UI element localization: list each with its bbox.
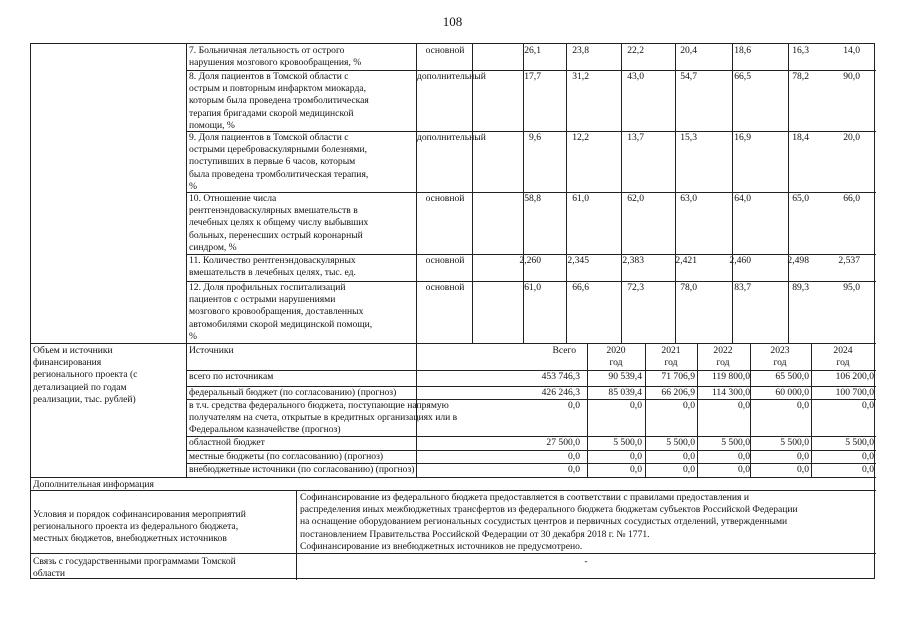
funding-year-value: 5 500,0 (666, 437, 695, 448)
indicator-value: 43,0 (627, 71, 644, 82)
funding-source-line: федеральный бюджет (по согласованию) (прогноз) (189, 387, 397, 398)
funding-total: 0,0 (568, 400, 580, 411)
funding-year-value: 65 500,0 (775, 371, 809, 382)
indicator-value: 58,8 (524, 193, 541, 204)
year-header: 2020 (606, 345, 626, 356)
indicator-name-line: терапия бригадами скорой медицинской (189, 107, 354, 119)
total-header: Всего (552, 345, 576, 356)
funding-year-value: 114 300,0 (711, 387, 750, 398)
indicator-type: основной (425, 45, 465, 56)
cofinancing-text-line: Софинансирование из федерального бюджета предоставляется в соответствии с правилами предоставления и (300, 492, 749, 503)
indicator-name-left-line (186, 44, 187, 343)
funding-source-line: областной бюджет (189, 437, 265, 448)
funding-year-value: 0,0 (738, 400, 750, 411)
indicator-name-line: острым и повторным инфарктом миокарда, (189, 83, 366, 95)
indicator-name-line: которым была проведена тромболитическая (189, 95, 369, 107)
cofinancing-text-line: Софинансирование из внебюджетных источников не предусмотрено. (300, 540, 583, 552)
indicator-name-line: поступивших в первые 6 часов, которым (189, 156, 356, 168)
funding-year-value: 0,0 (630, 400, 642, 411)
indicator-value: 66,5 (734, 71, 751, 82)
indicator-value: 22,2 (627, 45, 644, 56)
indicator-name-line: была проведена тромболитическая терапия, (189, 168, 369, 180)
funding-source-line: внебюджетные источники (по согласованию) (прогноз) (189, 464, 415, 475)
year-suffix: год (716, 357, 730, 368)
indicator-value: 2,260 (519, 255, 541, 266)
year-suffix: год (664, 357, 678, 368)
indicator-value: 2,383 (622, 255, 644, 266)
indicator-name-line: помощи, % (189, 119, 235, 131)
section-line (31, 490, 876, 491)
indicator-name-line: нарушения мозгового кровообращения, % (189, 57, 362, 69)
year-header: 2023 (770, 345, 790, 356)
funding-year-value: 5 500,0 (613, 437, 642, 448)
indicator-value: 20,0 (843, 132, 860, 143)
indicator-name-line: автомобилями скорой медицинской помощи, (189, 318, 373, 330)
funding-year-value: 0,0 (683, 400, 695, 411)
funding-source-line: Федеральном казначействе (прогноз) (189, 424, 341, 436)
funding-total: 27 500,0 (546, 437, 580, 448)
year-header: 2022 (713, 345, 733, 356)
additional-info-heading: Дополнительная информация (33, 479, 154, 490)
indicator-value: 13,7 (627, 132, 644, 143)
indicator-type: дополнительный (417, 132, 486, 143)
indicator-name-line: % (189, 180, 197, 192)
indicator-value: 54,7 (680, 71, 697, 82)
cofinancing-label-line: местных бюджетов, внебюджетных источников (33, 533, 227, 545)
funding-year-value: 60 000,0 (775, 387, 809, 398)
funding-year-value: 0,0 (797, 464, 809, 475)
indicator-name-line: острыми цереброваскулярными болезнями, (189, 144, 368, 156)
funding-year-value: 0,0 (738, 451, 750, 462)
programs-value: - (584, 556, 588, 567)
sources-header: Источники (189, 345, 234, 356)
indicator-value: 61,0 (524, 282, 541, 293)
section-line (31, 553, 876, 554)
funding-total: 0,0 (568, 451, 580, 462)
indicator-name-line: 8. Доля пациентов в Томской области с (189, 71, 349, 82)
funding-year-value: 0,0 (630, 464, 642, 475)
indicator-value: 66,0 (843, 193, 860, 204)
funding-source-line: местные бюджеты (по согласованию) (прогноз) (189, 451, 384, 462)
indicator-value: 72,3 (627, 282, 644, 293)
indicator-value: 61,0 (572, 193, 589, 204)
cofinancing-label-line: Условия и порядок софинансирования мероприятий (33, 509, 246, 520)
indicator-value: 2,460 (729, 255, 751, 266)
year-suffix: год (773, 357, 787, 368)
indicator-type: основной (425, 255, 465, 266)
funding-source-line: получателям на счета, открытые в кредитных организациях или в (189, 412, 458, 424)
indicator-value: 65,0 (792, 193, 809, 204)
indicator-type: основной (425, 282, 465, 293)
funding-year-value: 5 500,0 (780, 437, 809, 448)
funding-year-value: 0,0 (630, 451, 642, 462)
funding-year-value: 0,0 (738, 464, 750, 475)
funding-year-value: 5 500,0 (845, 437, 874, 448)
funding-year-value: 66 206,9 (661, 387, 695, 398)
programs-label-line: Связь с государственными программами Томской (33, 556, 236, 567)
indicator-value: 78,0 (680, 282, 697, 293)
cofinancing-text-line: на оснащение оборудованием региональных сосудистых центров и первичных сосудистых отделений, утвержденными (300, 516, 788, 528)
funding-year-value: 5 500,0 (721, 437, 750, 448)
funding-label-line: детализацией по годам (33, 381, 127, 393)
funding-total: 0,0 (568, 464, 580, 475)
funding-year-value: 0,0 (862, 464, 874, 475)
funding-year-value: 85 039,4 (608, 387, 642, 398)
indicator-value: 18,6 (734, 45, 751, 56)
indicator-name-line: мозгового кровообращения, доставленных (189, 306, 364, 318)
indicator-name-line: 12. Доля профильных госпитализаций (189, 282, 346, 293)
indicator-value: 89,3 (792, 282, 809, 293)
indicator-value: 16,9 (734, 132, 751, 143)
indicator-name-line: 9. Доля пациентов в Томской области с (189, 132, 349, 143)
table-frame (30, 43, 875, 579)
indicator-value: 20,4 (680, 45, 697, 56)
indicator-name-line: рентгенэндоваскулярных вмешательств в (189, 205, 358, 217)
funding-year-value: 0,0 (797, 400, 809, 411)
indicator-value: 83,7 (734, 282, 751, 293)
indicator-value: 14,0 (843, 45, 860, 56)
funding-label-line: реализации, тыс. рублей) (33, 393, 136, 405)
funding-year-value: 100 700,0 (835, 387, 874, 398)
funding-year-value: 0,0 (797, 451, 809, 462)
indicator-name-line: синдром, % (189, 241, 237, 253)
funding-label-line: финансирования (33, 357, 102, 369)
funding-column-line (186, 343, 187, 477)
funding-year-value: 106 200,0 (835, 371, 874, 382)
year-header: 2021 (661, 345, 681, 356)
indicator-value: 64,0 (734, 193, 751, 204)
indicator-value: 95,0 (843, 282, 860, 293)
section-line (31, 477, 876, 478)
funding-year-value: 90 539,4 (608, 371, 642, 382)
indicator-name-line: 11. Количество рентгенэндоваскулярных (189, 255, 356, 266)
year-suffix: год (836, 357, 850, 368)
funding-year-value: 0,0 (862, 400, 874, 411)
indicator-name-line: 10. Отношение числа (189, 193, 277, 204)
indicator-value: 78,2 (792, 71, 809, 82)
indicator-type: основной (425, 193, 465, 204)
indicator-value: 66,6 (572, 282, 589, 293)
funding-year-value: 0,0 (862, 451, 874, 462)
funding-total: 453 746,3 (541, 371, 580, 382)
indicator-value: 2,421 (675, 255, 697, 266)
indicator-value: 16,3 (792, 45, 809, 56)
indicator-value: 9,6 (529, 132, 541, 143)
cofinancing-text-line: постановлением Правительства Российской Федерации от 30 декабря 2018 г. № 1771. (300, 528, 650, 540)
funding-year-value: 71 706,9 (661, 371, 695, 382)
indicator-value: 62,0 (627, 193, 644, 204)
indicator-value: 2,537 (838, 255, 860, 266)
indicator-value: 31,2 (572, 71, 589, 82)
indicator-name-line: % (189, 330, 197, 342)
funding-year-value: 119 800,0 (711, 371, 750, 382)
indicator-name-line: лечебных целях к общему числу выбывших (189, 217, 369, 229)
indicator-name-line: 7. Больничная летальность от острого (189, 45, 345, 56)
cofinancing-text-line: распределения иных межбюджетных трансфертов из федерального бюджета бюджетам субъектов Российской Федерации (300, 504, 798, 516)
indicator-value: 2,345 (567, 255, 589, 266)
indicator-value: 18,4 (792, 132, 809, 143)
cofinancing-label-line: регионального проекта из федерального бюджета, (33, 521, 239, 533)
label-column-line (296, 490, 297, 580)
indicator-value: 90,0 (843, 71, 860, 82)
funding-source-line: в т.ч. средства федерального бюджета, поступающие напрямую (189, 400, 449, 411)
funding-source-line: всего по источникам (189, 371, 274, 382)
indicator-value: 26,1 (524, 45, 541, 56)
indicator-value: 23,8 (572, 45, 589, 56)
indicator-value: 63,0 (680, 193, 697, 204)
programs-label-line: области (33, 568, 66, 580)
funding-year-value: 0,0 (683, 451, 695, 462)
funding-label-line: регионального проекта (с (33, 369, 138, 381)
indicator-value: 2,498 (787, 255, 809, 266)
year-suffix: год (609, 357, 623, 368)
year-header: 2024 (833, 345, 853, 356)
indicator-type: дополнительный (417, 71, 486, 82)
indicator-value: 12,2 (572, 132, 589, 143)
indicator-name-line: больных, перенесших острый коронарный (189, 229, 363, 241)
indicator-name-line: вмешательств в лечебных целях, тыс. ед. (189, 267, 356, 279)
funding-label-line: Объем и источники (33, 345, 113, 356)
indicator-value: 17,7 (524, 71, 541, 82)
indicator-name-line: пациентов с острыми нарушениями (189, 294, 336, 306)
funding-year-value: 0,0 (683, 464, 695, 475)
funding-total: 426 246,3 (541, 387, 580, 398)
indicator-value: 15,3 (680, 132, 697, 143)
page-number: 108 (442, 14, 463, 29)
